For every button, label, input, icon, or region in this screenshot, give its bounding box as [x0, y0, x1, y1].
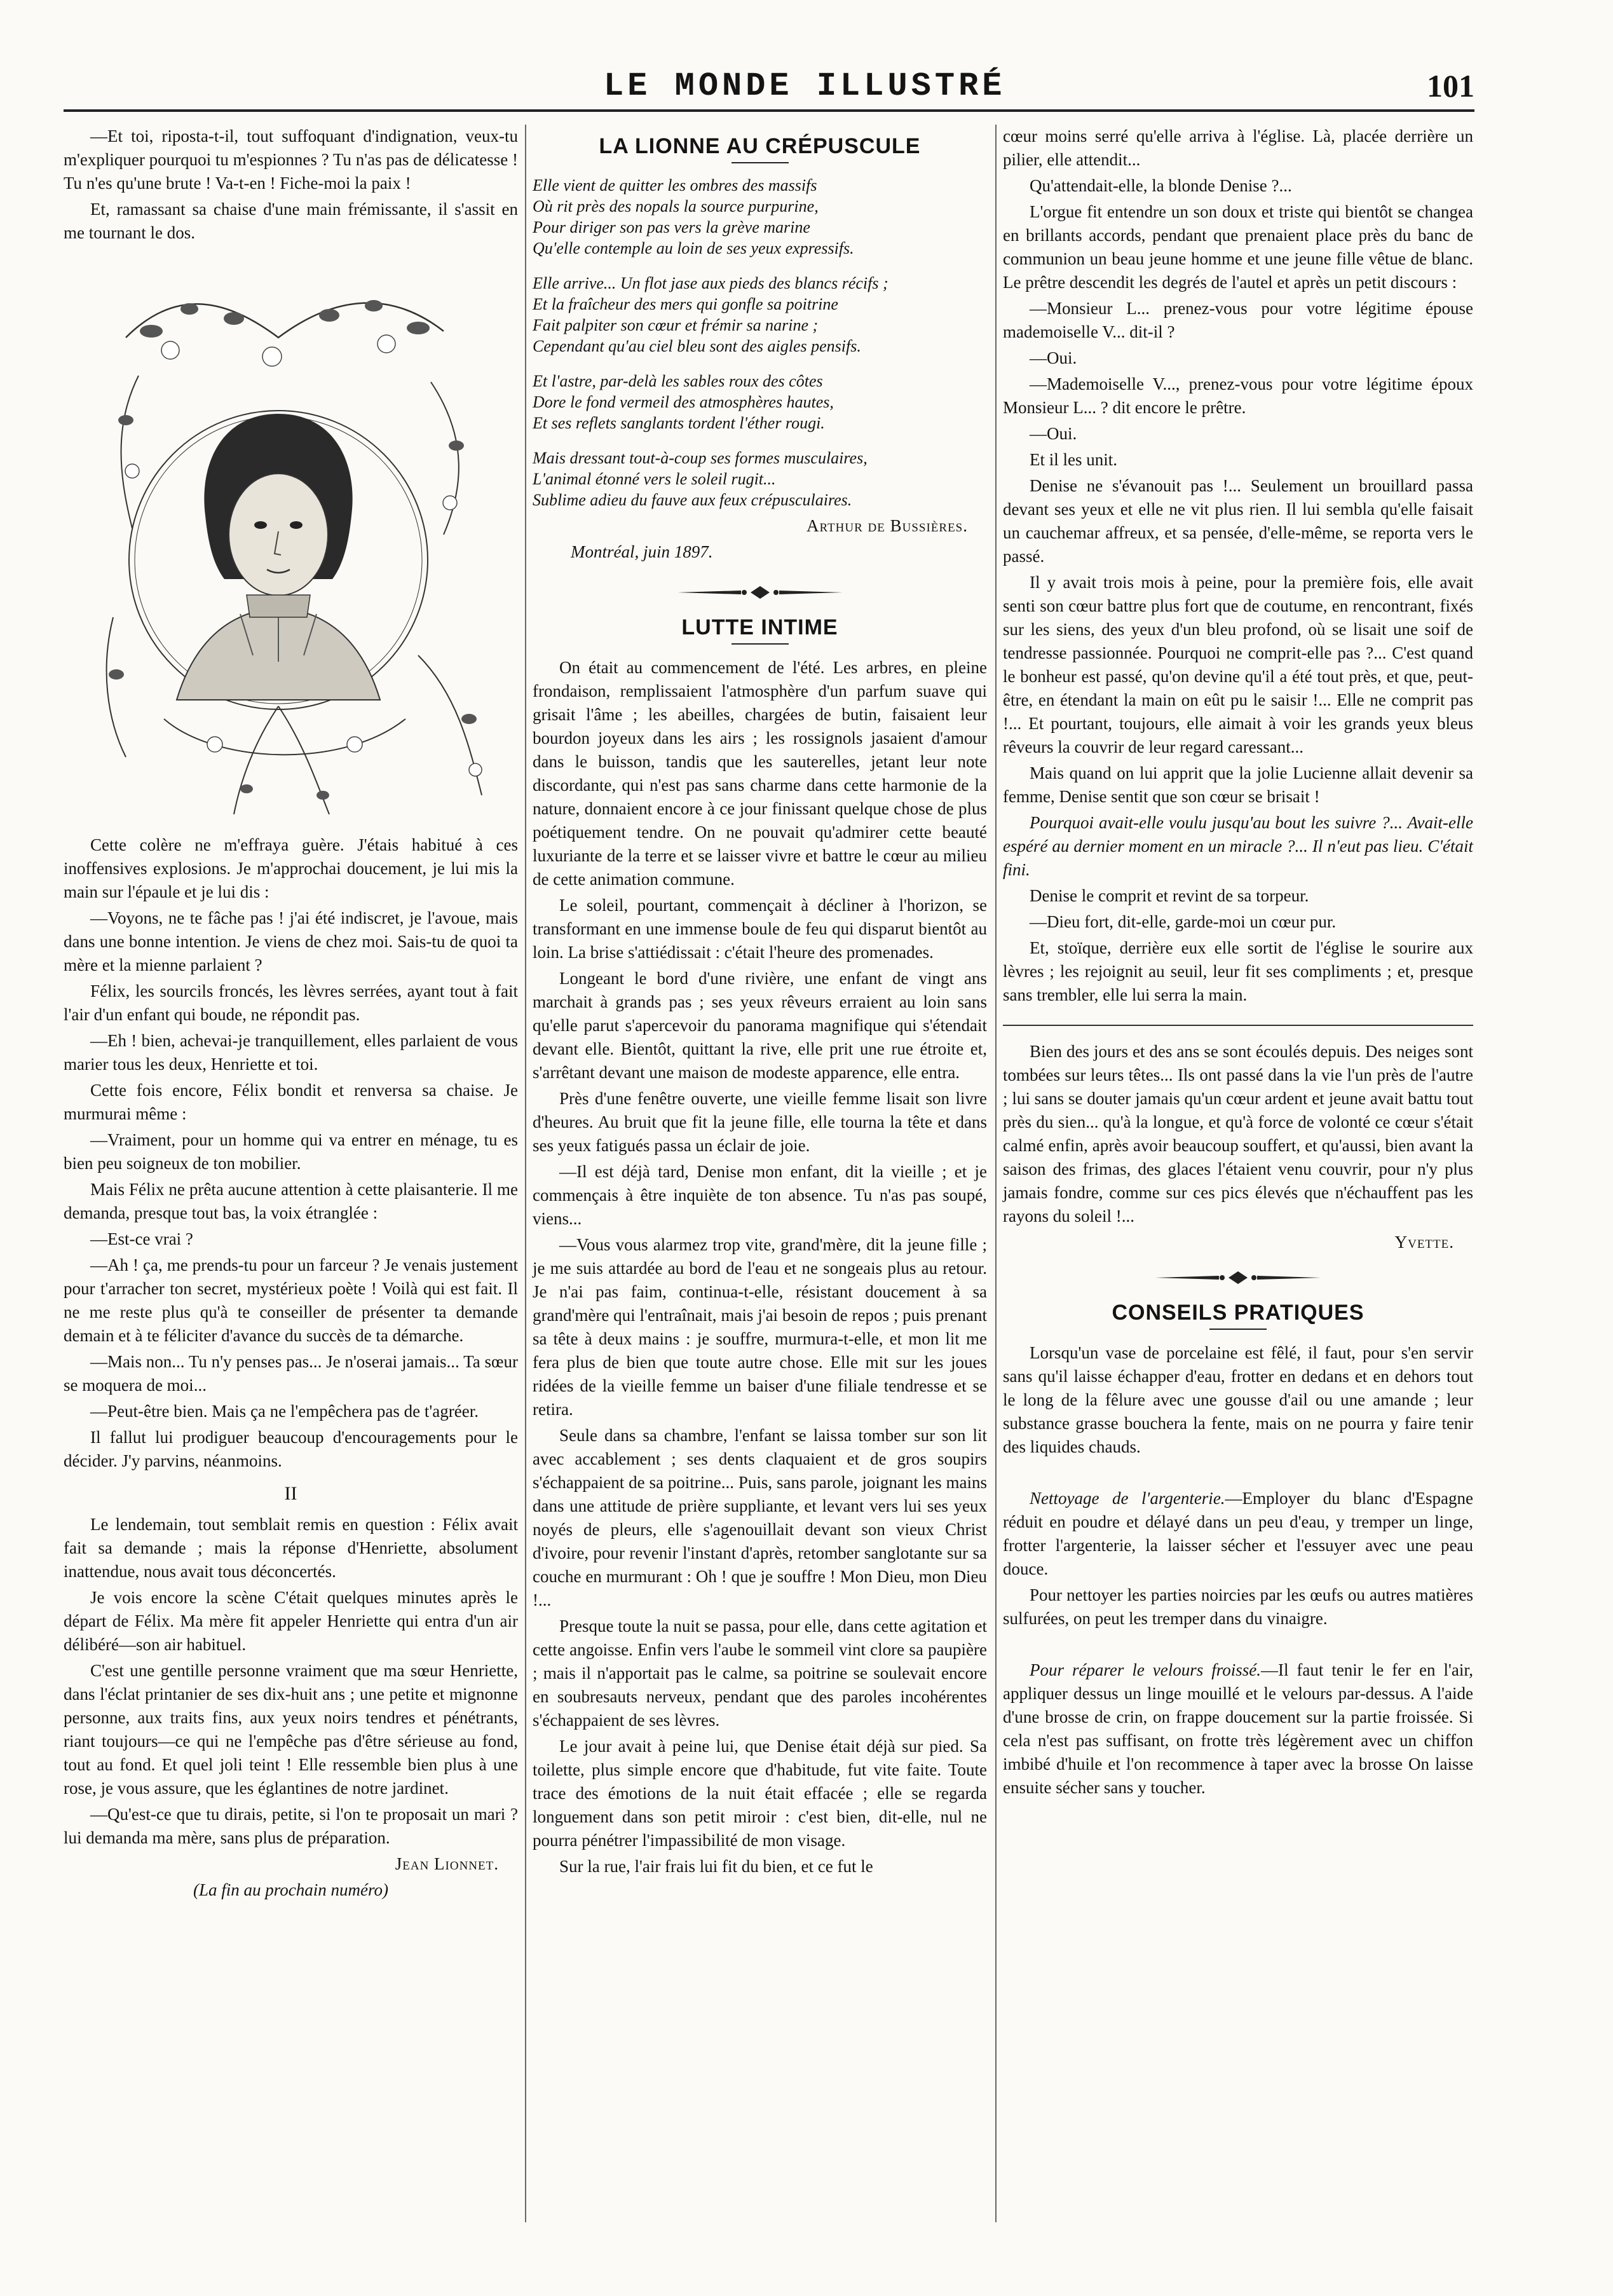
journal-title: LE MONDE ILLUSTRÉ	[604, 67, 1006, 105]
paragraph: Et, stoïque, derrière eux elle sortit de l'église le sourire aux lèvres ; les rejoignit au seuil, leur fit ses compliments ; et, presque sans trembler, elle lui serra la main.	[1003, 938, 1473, 1004]
paragraph: Denise ne s'évanouit pas !... Seulement un brouillard passa devant ses yeux et elle ne vit plus rien. Il lui sembla qu'elle faisait un cauchemar affreux, et sa pensée, d'elle-même, se reporta vers le passé.	[1003, 476, 1473, 566]
continued-note: (La fin au prochain numéro)	[193, 1880, 388, 1899]
poem-line: Fait palpiter son cœur et frémir sa narine ;	[533, 316, 819, 334]
author-signature: Jean Lionnet.	[395, 1854, 499, 1873]
story-signature: Yvette.	[1394, 1233, 1454, 1252]
paragraph: Bien des jours et des ans se sont écoulés depuis. Des neiges sont tombées sur leurs têtes... Ils ont passé dans la vie l'un près de l'autre ; lui sans se douter jamais qu'un cœur ardent et jeune avait battu tout près du sien... qu'à la longue, et qu'à force de volonté ce cœur s'était calmé enfin, après avoir beaucoup souffert, et qu'aussi, bien avant la saison des frimas, des glaces l'étaient venu couvrir, pour n'y plus jamais fondre, comme sur ces pics élevés que n'échauffent pas les rayons du soleil !...	[1003, 1042, 1473, 1226]
paragraph: C'est une gentille personne vraiment que ma sœur Henriette, dans l'éclat printanier de ses dix-huit ans ; une petite et mignonne personne, aux traits fins, aux yeux noirs tendres et pénétrants, riant toujours—ce qui ne l'empêche pas d'être sérieuse au fond, tout au fond. Et quel joli teint ! Elle ressemble bien plus à une rose, je vous assure, que les églantines de notre jardinet.	[64, 1661, 518, 1798]
poem-place-date: Montréal, juin 1897.	[571, 542, 713, 561]
portrait-illustration	[88, 261, 494, 821]
tip-text: —Employer du blanc d'Espagne réduit en poudre et délayé dans un peu d'eau, y tremper un linge, frotter l'argenterie, la laisser sécher et l'essuyer avec une peau douce.	[1003, 1489, 1473, 1578]
paragraph: —Dieu fort, dit-elle, garde-moi un cœur pur.	[1030, 912, 1337, 931]
paragraph: Je vois encore la scène C'était quelques minutes après le départ de Félix. Ma mère fit appeler Henriette qui entra d'un air délibéré—son air habituel.	[64, 1588, 518, 1654]
paragraph: Presque toute la nuit se passa, pour elle, dans cette agitation et cette angoisse. Enfin vers l'aube le sommeil vint clore sa paupière ; mais il n'apportait pas le calme, sa poitrine se soulevait encore en soubresauts nerveux, pendant que des paroles incohérentes s'échappaient de ses lèvres.	[533, 1616, 987, 1730]
paragraph: Félix, les sourcils froncés, les lèvres serrées, ayant tout à fait l'air d'un enfant qui boude, ne répondit pas.	[64, 981, 518, 1024]
paragraph: —Il est déjà tard, Denise mon enfant, dit la vieille ; et je commençais à être inquiète de ton absence. Tu n'as pas soupé, viens...	[533, 1162, 987, 1228]
paragraph	[1003, 1487, 1473, 1581]
paragraph: Et il les unit.	[1030, 450, 1117, 469]
paragraph: Mais Félix ne prêta aucune attention à cette plaisanterie. Il me demanda, presque tout bas, la voix étranglée :	[64, 1180, 518, 1222]
paragraph: —Est-ce vrai ?	[90, 1229, 193, 1248]
paragraph: —Voyons, ne te fâche pas ! j'ai été indiscret, je l'avoue, mais dans une bonne intention. Je viens de chez moi. Sais-tu de quoi ta mère et la mienne parlaient ?	[64, 908, 518, 974]
paragraph: Seule dans sa chambre, l'enfant se laissa tomber sur son lit avec accablement ; ses dents claquaient et de gros soupirs s'échappaient de sa poitrine... Puis, sans parole, joignant les mains dans une attitude de prière suppliante, et levant vers lui ses yeux noyés de pleurs, elle s'agenouillait devant son vieux Christ d'ivoire, pour revenir l'instant d'après, retomber sanglotante sur sa couche en murmurant : Oh ! que je souffre ! Mon Dieu, mon Dieu !...	[533, 1426, 987, 1609]
paragraph: —Et toi, riposta-t-il, tout suffoquant d'indignation, veux-tu m'expliquer pourquoi tu m'espionnes ? Tu n'as pas de délicatesse ! Tu n'es qu'une brute ! Va-t-en ! Fiche-moi la paix !	[64, 126, 518, 193]
paragraph: Pourquoi avait-elle voulu jusqu'au bout les suivre ?... Avait-elle espéré au dernier moment en un miracle ?... Il n'eut pas lieu. C'était fini.	[1003, 813, 1473, 879]
poem-line: Pour diriger son pas vers la grève marine	[533, 218, 810, 236]
column-divider	[525, 125, 526, 2222]
paragraph: —Ah ! ça, me prends-tu pour un farceur ? Je venais justement pour t'arracher ton secret, mystérieux poète ! Voilà qui est fait. Il ne me reste plus qu'à te conseiller de présenter ta demande demain et à te féliciter d'avance du succès de ta démarche.	[64, 1255, 518, 1345]
paragraph: —Vous vous alarmez trop vite, grand'mère, dit la jeune fille ; je me suis attardée au bord de l'eau et ne songeais plus au retour. Je n'ai pas faim, continua-t-elle, résistant doucement à sa grand'mère qui l'entraînait, mais j'ai besoin de repos ; puis prenant sa tête à deux mains : je souffre, murmura-t-elle, et mon lit me fera plus de bien que toute autre chose. Elle mit sur les joues ridées de la vieille femme un baiser d'une filiale tendresse et se retira.	[533, 1235, 987, 1419]
poem-stanza	[533, 175, 987, 259]
paragraph: L'orgue fit entendre un son doux et triste qui bientôt se changea en brillants accords, pendant que prenaient place près du banc de communion un beau jeune homme et une jeune fille vêtue de blanc. Le prêtre descendit les degrés de l'autel et après un petit discours :	[1003, 202, 1473, 292]
tip-text: —Il faut tenir le fer en l'air, appliquer dessus un linge mouillé et le velours par-dessus. A l'aide d'une brosse de crin, on frappe doucement sur la partie froissée. Si cela n'est pas suffisant, on frotte très légèrement avec un chiffon imbibé d'huile et l'on recommence à taper avec la brosse On laisse ensuite sécher sans y toucher.	[1003, 1660, 1473, 1797]
paragraph: —Mademoiselle V..., prenez-vous pour votre légitime époux Monsieur L... ? dit encore le prêtre.	[1003, 374, 1473, 417]
poem-line: Et ses reflets sanglants tordent l'éther rougi.	[533, 414, 825, 432]
paragraph: Longeant le bord d'une rivière, une enfant de vingt ans marchait à grands pas ; ses yeux rêveurs erraient au loin sans qu'elle parut s'apercevoir du panorama magnifique qui s'étendait devant elle. Bientôt, quittant la rive, elle prit une rue étroite et, s'arrêtant devant une maison de modeste apparence, elle entra.	[533, 969, 987, 1082]
poem-title: LA LIONNE AU CRÉPUSCULE	[599, 134, 921, 158]
paragraph: cœur moins serré qu'elle arriva à l'église. Là, placée derrière un pilier, elle attendit...	[1003, 126, 1473, 169]
poem-stanza	[533, 371, 987, 434]
paragraph: Cette fois encore, Félix bondit et renversa sa chaise. Je murmurai même :	[64, 1081, 518, 1123]
paragraph: —Qu'est-ce que tu dirais, petite, si l'on te proposait un mari ? lui demanda ma mère, sans plus de préparation.	[64, 1805, 518, 1847]
paragraph: Denise le comprit et revint de sa torpeur.	[1030, 886, 1309, 905]
poem-line: Elle vient de quitter les ombres des massifs	[533, 176, 817, 195]
paragraph: Et, ramassant sa chaise d'une main frémissante, il s'assit en me tournant le dos.	[64, 200, 518, 242]
ornament-divider-icon	[665, 583, 855, 602]
poem-signature: Arthur de Bussières.	[806, 516, 968, 535]
paragraph: Lorsqu'un vase de porcelaine est fêlé, il faut, pour s'en servir sans qu'il laisse échapper d'eau, frotter en dedans et en dehors tout le long de la fêlure avec une gousse d'ail ou une amande ; leur substance grasse bouchera la fente, mais on ne pourra y faire tenir des liquides chauds.	[1003, 1343, 1473, 1456]
paragraph: —Mais non... Tu n'y penses pas... Je n'oserai jamais... Ta sœur se moquera de moi...	[64, 1352, 518, 1395]
paragraph: —Vraiment, pour un homme qui va entrer en ménage, tu es bien peu soigneux de ton mobilier.	[64, 1130, 518, 1173]
story-title: LUTTE INTIME	[681, 615, 838, 639]
poem-line: Et l'astre, par-delà les sables roux des côtes	[533, 372, 823, 390]
poem-line: Où rit près des nopals la source purpurine,	[533, 197, 819, 215]
paragraph	[1003, 1658, 1473, 1800]
paragraph: Qu'attendait-elle, la blonde Denise ?...	[1030, 176, 1292, 195]
tip-title: Pour réparer le velours froissé.	[1030, 1660, 1261, 1679]
paragraph: Le lendemain, tout semblait remis en question : Félix avait fait sa demande ; mais la réponse d'Henriette, absolument inattendue, nous avait tous déconcertés.	[64, 1515, 518, 1581]
paragraph: —Peut-être bien. Mais ça ne l'empêchera pas de t'agréer.	[90, 1402, 479, 1421]
paragraph: Il fallut lui prodiguer beaucoup d'encouragements pour le décider. J'y parvins, néanmoins.	[64, 1428, 518, 1470]
paragraph: —Oui.	[1030, 348, 1077, 367]
poem-line: Qu'elle contemple au loin de ses yeux expressifs.	[533, 239, 854, 257]
poem-stanza	[533, 273, 987, 357]
section-number: II	[284, 1483, 297, 1504]
poem-line: Elle arrive... Un flot jase aux pieds des blancs récifs ;	[533, 274, 888, 292]
paragraph: Pour nettoyer les parties noircies par les œufs ou autres matières sulfurées, on peut les tremper dans du vinaigre.	[1003, 1585, 1473, 1628]
poem-stanza	[533, 448, 987, 510]
page-header	[64, 62, 1474, 107]
poem-line: Et la fraîcheur des mers qui gonfle sa poitrine	[533, 295, 838, 313]
title-rule	[732, 643, 789, 645]
paragraph: On était au commencement de l'été. Les arbres, en pleine frondaison, remplissaient l'atmosphère d'un parfum suave qui grisait l'âme ; les abeilles, chargées de butin, faisaient leur bourdon joyeux dans les airs ; les rossignols jasaient d'amour dans le buisson, tandis que les sauterelles, jetant leur note discordante, qui n'est pas sans charme dans cette harmonie de la nature, donnaient encore à ce jour finissant quelque chose de plus poétiquement tendre. On ne pouvait qu'admirer cette beauté luxuriante de la terre et se laisser vivre et battre le cœur au milieu de cette animation commune.	[533, 658, 987, 889]
paragraph: Il y avait trois mois à peine, pour la première fois, elle avait senti son cœur battre plus fort que de coutume, en rencontrant, fixés sur les siens, des yeux d'un bleu profond, où se lisait une soif de tendresse passionnée. Pourquoi ne comprit-elle pas ?... C'est quand le bonheur est passé, qu'on devine qu'il a été tout près, et que, peut-être, en étendant la main on eût pu le saisir !... Elle ne comprit pas !... Et pourtant, toujours, elle aimait à voir les grands yeux bleus rêveurs la couvrir de leur regard caressant...	[1003, 573, 1473, 756]
ornament-divider-icon	[1143, 1268, 1333, 1287]
title-rule	[732, 162, 789, 163]
paragraph: Cette colère ne m'effraya guère. J'étais habitué à ces inoffensives explosions. Je m'approchai doucement, je lui mis la main sur l'épaule et je lui dis :	[64, 835, 518, 901]
paragraph: —Oui.	[1030, 424, 1077, 443]
paragraph: —Monsieur L... prenez-vous pour votre légitime épouse mademoiselle V... dit-il ?	[1003, 299, 1473, 341]
tip-title: Nettoyage de l'argenterie.	[1030, 1489, 1225, 1508]
paragraph: Près d'une fenêtre ouverte, une vieille femme lisait son livre d'heures. Au bruit que fit la jeune fille, elle tourna la tête et dans ses yeux fatigués passa un éclair de joie.	[533, 1089, 987, 1155]
column-3	[1003, 125, 1473, 1802]
poem-line: Sublime adieu du fauve aux feux crépusculaires.	[533, 491, 852, 509]
poem-line: Dore le fond vermeil des atmosphères hautes,	[533, 393, 834, 411]
conseils-title: CONSEILS PRATIQUES	[1112, 1301, 1365, 1325]
paragraph: —Eh ! bien, achevai-je tranquillement, elles parlaient de vous marier tous les deux, Henriette et toi.	[64, 1031, 518, 1074]
poem-line: Mais dressant tout-à-coup ses formes musculaires,	[533, 449, 868, 467]
paragraph: Mais quand on lui apprit que la jolie Lucienne allait devenir sa femme, Denise sentit que son cœur se brisait !	[1003, 763, 1473, 806]
column-1	[64, 125, 518, 1908]
poem-line: L'animal étonné vers le soleil rugit...	[533, 470, 776, 488]
header-rule	[64, 109, 1474, 112]
poem-line: Cependant qu'au ciel bleu sont des aigles pensifs.	[533, 337, 861, 355]
section-rule	[1003, 1025, 1473, 1026]
paragraph: Sur la rue, l'air frais lui fit du bien, et ce fut le	[559, 1857, 873, 1876]
column-divider	[995, 125, 997, 2222]
paragraph: Le jour avait à peine lui, que Denise était déjà sur pied. Sa toilette, plus simple encore que d'habitude, fut vite faite. Toute trace des émotions de la nuit était effacée ; elle se regarda longuement dans son petit miroir : c'est bien, dit-elle, nul ne pourra pénétrer l'impassibilité de mon visage.	[533, 1737, 987, 1850]
page-number: 101	[1427, 68, 1474, 104]
paragraph: Le soleil, pourtant, commençait à décliner à l'horizon, se transformant en une immense boule de feu qui disparut bientôt au loin. La brise s'attiédissait : c'était l'heure des promenades.	[533, 896, 987, 962]
title-rule	[1209, 1329, 1267, 1330]
column-2	[533, 125, 987, 1881]
